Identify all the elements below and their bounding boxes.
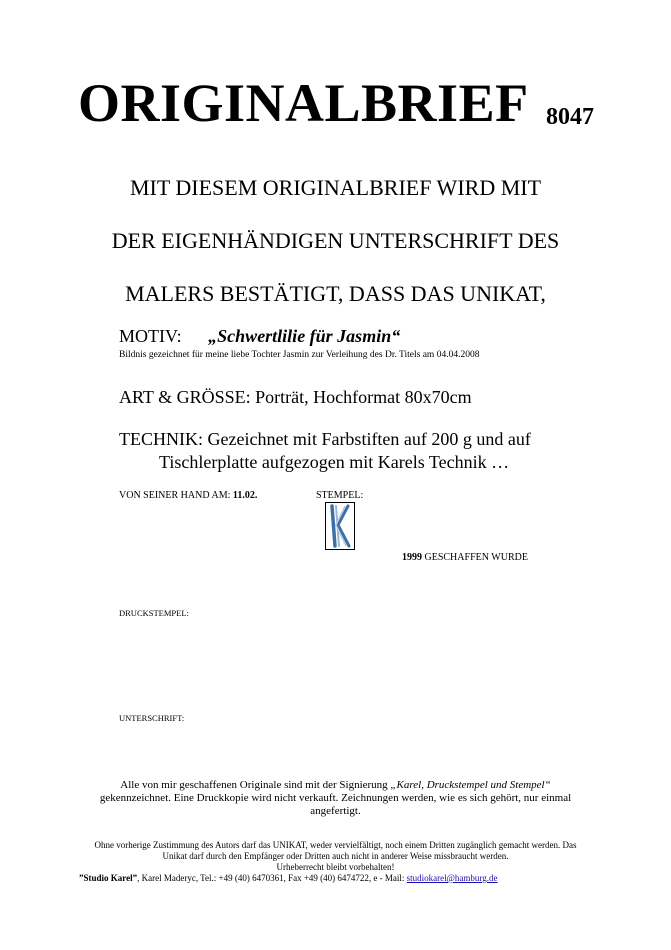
technik-line-1: TECHNIK: Gezeichnet mit Farbstiften auf 200 g und auf: [119, 429, 531, 449]
stamp-k-logo: [326, 503, 354, 549]
stempel-label: STEMPEL:: [316, 490, 364, 501]
studio-contact: [79, 874, 498, 883]
document-number: 8047: [546, 104, 594, 130]
copyright-line-1: Ohne vorherige Zustimmung des Autors darf das UNIKAT, weder vervielfältigt, noch einem Dritten zugänglich gemacht werden. Das: [94, 840, 577, 850]
hand-label: VON SEINER HAND AM:: [119, 490, 231, 501]
motiv-line: [119, 327, 400, 345]
footer-line-1: [0, 779, 671, 792]
motiv-title: „Schwertlilie für Jasmin“: [208, 326, 401, 346]
geschaffen-text: GESCHAFFEN WURDE: [424, 552, 528, 563]
studio-contact-text: , Karel Maderyc, Tel.: +49 (40) 6470361, Fax +49 (40) 6474722, e - Mail:: [137, 873, 405, 883]
intro-line-1: MIT DIESEM ORIGINALBRIEF WIRD MIT: [129, 175, 542, 200]
copyright-line-3: Urheberrecht bleibt vorbehalten!: [276, 862, 395, 872]
page-title: ORIGINALBRIEF: [78, 73, 529, 133]
art-groesse: ART & GRÖSSE: Porträt, Hochformat 80x70cm: [119, 387, 472, 407]
motiv-label: MOTIV:: [119, 326, 182, 346]
footer-line-3: angefertigt.: [310, 805, 361, 817]
hand-line: [119, 491, 257, 501]
email-link[interactable]: studiokarel@hamburg.de: [406, 873, 498, 883]
druckstempel-label: DRUCKSTEMPEL:: [119, 608, 189, 618]
stamp-image: [325, 502, 355, 550]
footer-paragraph-2: [0, 840, 671, 873]
footer-line-1-text: Alle von mir geschaffenen Originale sind mit der Signierung: [120, 779, 388, 791]
signature-note: „Karel, Druckstempel und Stempel“: [390, 779, 551, 791]
year: 1999: [402, 552, 422, 563]
technik-line-2: Tischlerplatte aufgezogen mit Karels Technik …: [159, 452, 510, 472]
hand-date: 11.02.: [232, 490, 258, 501]
studio-name: ”Studio Karel”: [79, 873, 138, 883]
footer-paragraph-1: [0, 779, 671, 818]
motiv-description: Bildnis gezeichnet für meine liebe Tochter Jasmin zur Verleihung des Dr. Titels am 04.04.2008: [119, 350, 480, 360]
intro-line-3: MALERS BESTÄTIGT, DASS DAS UNIKAT,: [125, 281, 546, 306]
intro-line-2: DER EIGENHÄNDIGEN UNTERSCHRIFT DES: [111, 228, 560, 253]
unterschrift-label: UNTERSCHRIFT:: [119, 713, 185, 723]
geschaffen-line: [402, 553, 528, 563]
copyright-line-2: Unikat darf durch den Empfänger oder Dritten auch nicht in anderer Weise missbraucht werden.: [162, 851, 509, 861]
footer-line-2: gekennzeichnet. Eine Druckkopie wird nicht verkauft. Zeichnungen werden, wie es sich gehört, nur einmal: [99, 792, 572, 804]
